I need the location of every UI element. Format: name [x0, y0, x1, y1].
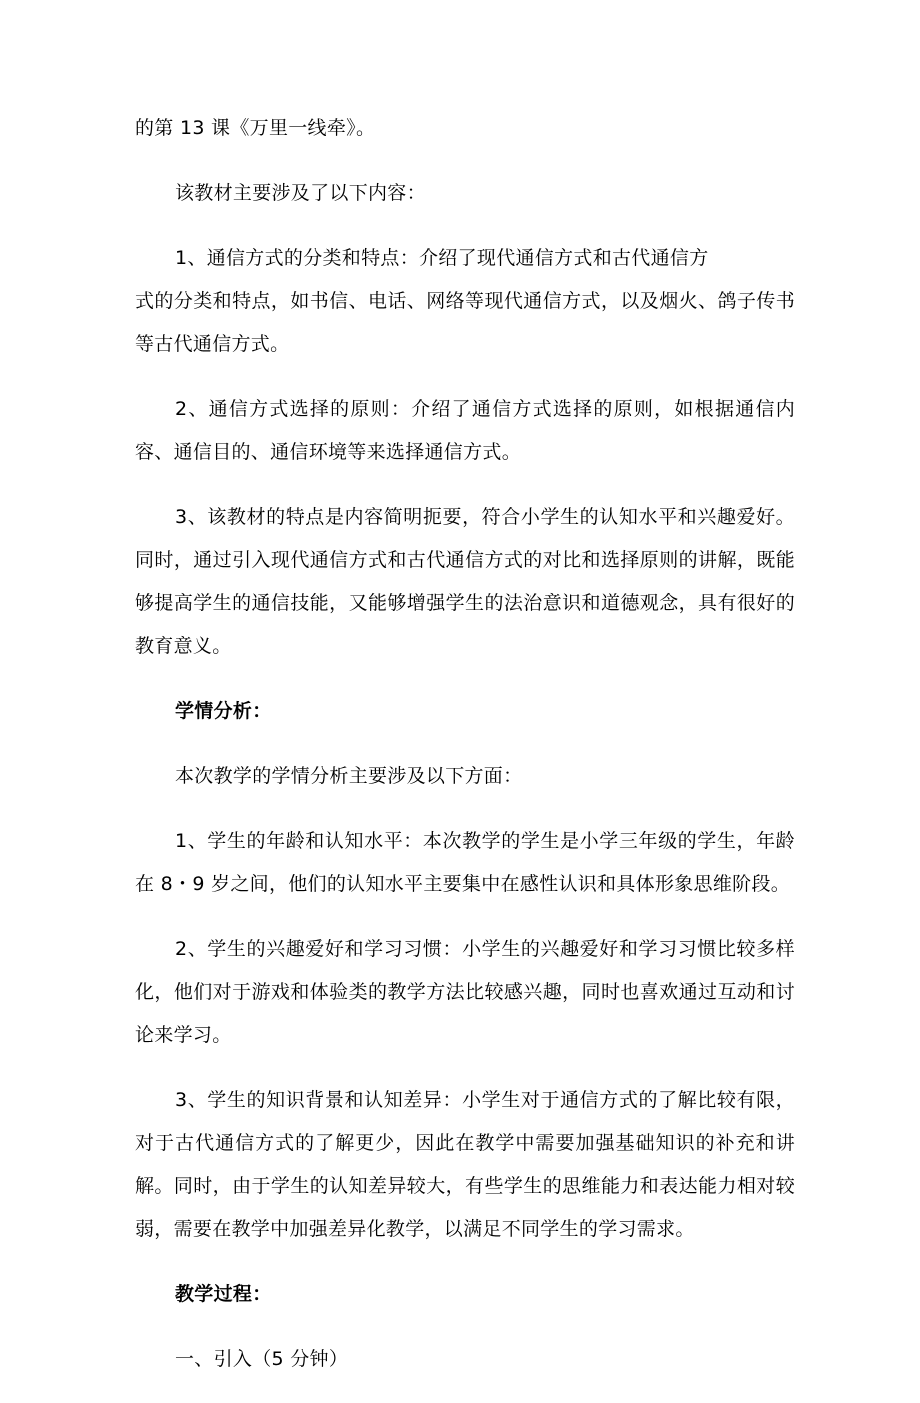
heading-teaching-process: 教学过程： [175, 1283, 272, 1305]
paragraph-age-cognition: 1、学生的年龄和认知水平：本次教学的学生是小学三年级的学生，年龄在 8・9 岁之间，他们的认知水平主要集中在感性认识和具体形象思维阶段。 [135, 830, 795, 895]
paragraph-line: 式的分类和特点，如书信、电话、网络等现代通信方式，以及烟火、鸽子传书等古代通信方式。 [135, 290, 795, 355]
paragraph-interests-habits: 2、学生的兴趣爱好和学习习惯：小学生的兴趣爱好和学习习惯比较多样化，他们对于游戏和体验类的教学方法比较感兴趣，同时也喜欢通过互动和讨论来学习。 [135, 938, 795, 1046]
paragraph-introduction-step: 一、引入（5 分钟） [175, 1348, 349, 1370]
paragraph-analysis-intro: 本次教学的学情分析主要涉及以下方面： [175, 765, 523, 787]
heading-student-analysis: 学情分析： [175, 700, 272, 722]
document-body [135, 107, 795, 1403]
paragraph-textbook-features: 3、该教材的特点是内容简明扼要，符合小学生的认知水平和兴趣爱好。同时，通过引入现代通信方式和古代通信方式的对比和选择原则的讲解，既能够提高学生的通信技能，又能够增强学生的法治意识和道德观念，具有很好的教育意义。 [135, 506, 795, 657]
paragraph-communication-types [135, 237, 795, 366]
paragraph-lesson-title: 的第 13 课《万里一线牵》。 [135, 117, 376, 139]
paragraph-knowledge-differences: 3、学生的知识背景和认知差异：小学生对于通信方式的了解比较有限，对于古代通信方式的了解更少，因此在教学中需要加强基础知识的补充和讲解。同时，由于学生的认知差异较大，有些学生的思维能力和表达能力相对较弱，需要在教学中加强差异化教学，以满足不同学生的学习需求。 [135, 1089, 795, 1240]
paragraph-line: 1、通信方式的分类和特点：介绍了现代通信方式和古代通信方 [175, 247, 709, 269]
paragraph-content-intro: 该教材主要涉及了以下内容： [175, 182, 426, 204]
paragraph-selection-principles: 2、通信方式选择的原则：介绍了通信方式选择的原则，如根据通信内容、通信目的、通信环境等来选择通信方式。 [135, 398, 795, 463]
